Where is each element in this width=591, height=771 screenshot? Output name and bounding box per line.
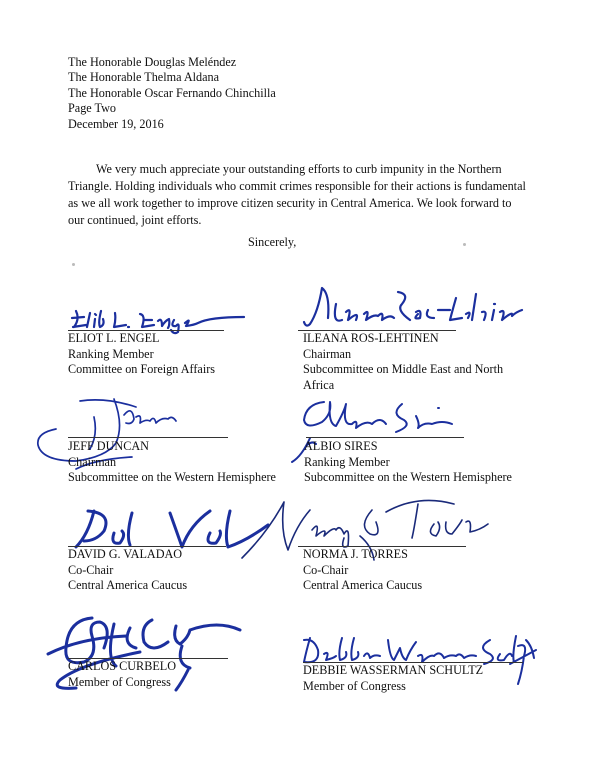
body-paragraph: We very much appreciate your outstanding efforts to curb impunity in the Northern Triangle. Holding individuals who commit crimes responsible for their actions is fundamental as we all work together to improve citizen security in Central America. We look forward to our continued, joint efforts. xyxy=(68,162,526,227)
signatory-name: DEBBIE WASSERMAN SCHULTZ xyxy=(303,663,484,677)
signatory-duncan xyxy=(68,439,276,486)
recipient-header xyxy=(68,55,276,132)
signatory-valadao xyxy=(68,547,187,594)
signatory-title: Ranking Member xyxy=(304,454,390,469)
signatory-name: CARLOS CURBELO xyxy=(68,659,177,673)
page-label: Page Two xyxy=(68,101,117,116)
signatory-curbelo xyxy=(68,659,176,690)
signature-line xyxy=(306,437,464,438)
signatory-title: Chairman xyxy=(68,454,117,469)
signatory-name: NORMA J. TORRES xyxy=(303,547,408,561)
signatory-wasserman-schultz xyxy=(303,663,483,694)
signatory-committee: Subcommittee on Middle East and North Africa xyxy=(303,362,504,392)
signatory-title: Member of Congress xyxy=(68,674,171,689)
closing: Sincerely, xyxy=(248,235,297,249)
signatory-sires xyxy=(304,439,512,486)
signatory-title: Co-Chair xyxy=(68,562,114,577)
signatory-ros-lehtinen xyxy=(303,331,533,393)
signatory-committee: Central America Caucus xyxy=(303,578,423,593)
signatory-title: Member of Congress xyxy=(303,678,406,693)
signatory-name: JEFF DUNCAN xyxy=(68,439,149,453)
signatory-name: DAVID G. VALADAO xyxy=(68,547,183,561)
recipient-line: The Honorable Douglas Meléndez xyxy=(68,55,237,69)
signatory-committee: Central America Caucus xyxy=(68,578,188,593)
signatory-title: Chairman xyxy=(303,346,352,361)
signatory-name: ELIOT L. ENGEL xyxy=(68,331,160,345)
recipient-line: The Honorable Oscar Fernando Chinchilla xyxy=(68,85,276,100)
letter-date: December 19, 2016 xyxy=(68,116,164,131)
signatory-committee: Committee on Foreign Affairs xyxy=(68,362,216,377)
signatory-engel xyxy=(68,331,215,378)
signatory-committee: Subcommittee on the Western Hemisphere xyxy=(68,470,276,485)
signatory-title: Co-Chair xyxy=(303,562,349,577)
signatory-name: ILEANA ROS-LEHTINEN xyxy=(303,331,439,345)
signatory-committee: Subcommittee on the Western Hemisphere xyxy=(304,470,512,485)
scan-speck xyxy=(72,263,75,266)
signatory-name: ALBIO SIRES xyxy=(304,439,378,453)
signatory-torres xyxy=(303,547,422,594)
signatory-title: Ranking Member xyxy=(68,346,154,361)
signature-ros-lehtinen xyxy=(300,284,525,332)
recipient-line: The Honorable Thelma Aldana xyxy=(68,70,220,85)
scan-speck xyxy=(463,243,466,246)
letter-body xyxy=(68,161,526,229)
signature-line xyxy=(68,437,228,438)
